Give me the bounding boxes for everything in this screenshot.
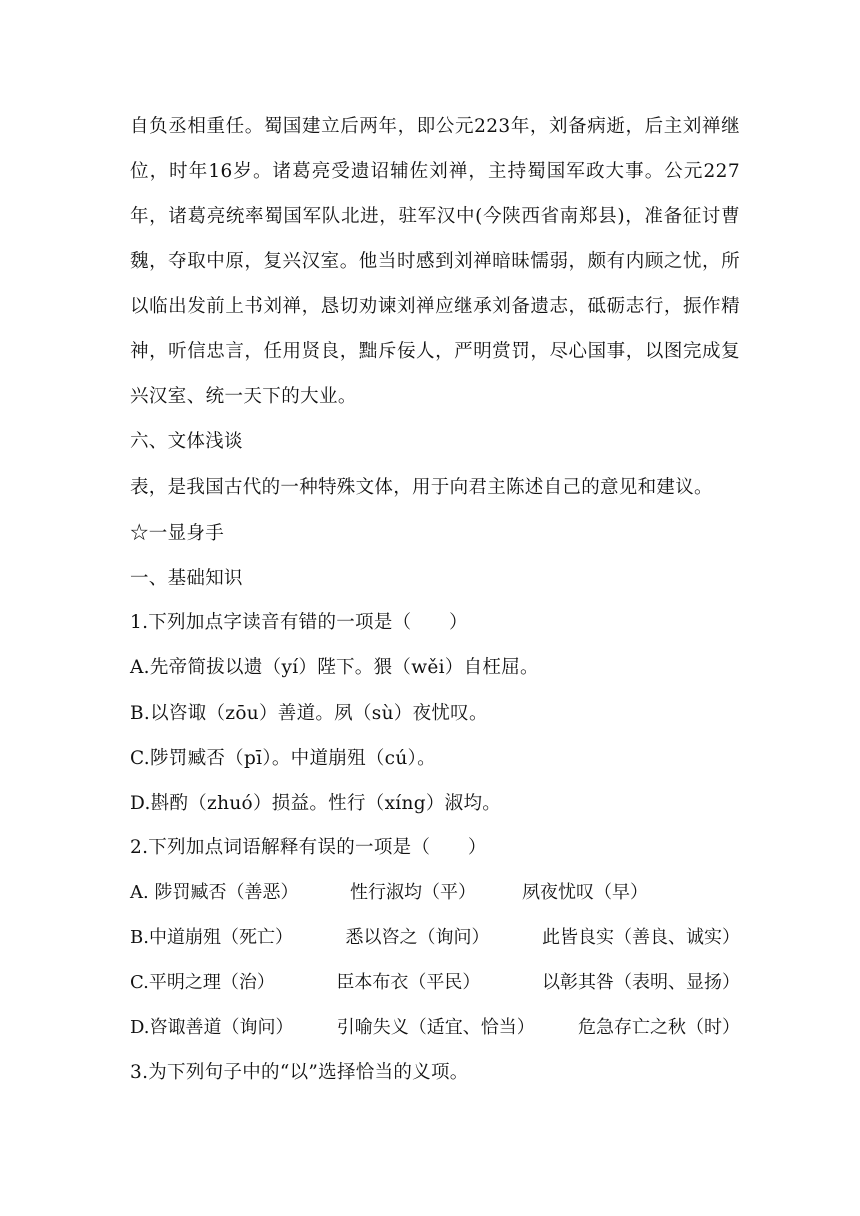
option-b-item-1: B.中道崩殂（死亡） [130,927,293,948]
question-1-option-a: A.先帝简拔以遗（yí）陛下。猥（wěi）自枉屈。 [130,657,539,678]
question-2-option-d [130,1016,740,1040]
question-1-stem: 1.下列加点字读音有错的一项是（ ） [130,612,468,633]
intro-paragraph: 自负丞相重任。蜀国建立后两年，即公元223年，刘备病逝，后主刘禅继位，时年16岁。诸葛亮受遗诏辅佐刘禅，主持蜀国军政大事。公元227年，诸葛亮统率蜀国军队北进，驻军汉中(今陕西省南郑县)，准备征讨曹魏，夺取中原，复兴汉室。他当时感到刘禅暗昧懦弱，颇有内顾之忧，所以临出发前上书刘禅，恳切劝谏刘禅应继承刘备遗志，砥砺志行，振作精神，听信忠言，任用贤良，黜斥佞人，严明赏罚，尽心国事，以图完成复兴汉室、统一天下的大业。 [130,116,740,407]
question-1-option-b: B.以咨诹（zōu）善道。夙（sù）夜忧叹。 [130,703,488,724]
option-b-item-2: 悉以咨之（询问） [345,927,490,948]
question-2-option-b [130,926,740,950]
option-c-item-2: 臣本布衣（平民） [336,972,481,993]
option-a-item-3: 夙夜忧叹（早） [522,882,648,903]
question-3-stem: 3.为下列句子中的“以”选择恰当的义项。 [130,1062,469,1083]
question-2-option-a [130,881,740,905]
option-a-item-2: 性行淑均（平） [350,882,476,903]
option-d-item-3: 危急存亡之秋（时） [577,1017,740,1038]
option-c-item-3: 以彰其咎（表明、显扬） [541,972,740,993]
option-b-item-3: 此皆良实（善良、诚实） [541,927,740,948]
question-2-stem: 2.下列加点词语解释有误的一项是（ ） [130,837,487,858]
section-heading-basics: 一、基础知识 [130,568,243,589]
section-heading-genre: 六、文体浅谈 [130,431,243,452]
practice-heading: ☆一显身手 [130,523,225,544]
option-d-item-1: D.咨诹善道（询问） [130,1017,294,1038]
question-1-option-c: C.陟罚臧否（pī）。中道崩殂（cú）。 [130,748,436,769]
option-c-item-1: C.平明之理（治） [130,972,275,993]
genre-description: 表，是我国古代的一种特殊文体，用于向君主陈述自己的意见和建议。 [130,477,713,498]
option-a-item-1: A. 陟罚臧否（善恶） [130,882,299,903]
question-1-option-d: D.斟酌（zhuó）损益。性行（xíng）淑均。 [130,793,502,814]
option-d-item-2: 引喻失义（适宜、恰当） [336,1017,535,1038]
question-2-option-c [130,971,740,995]
